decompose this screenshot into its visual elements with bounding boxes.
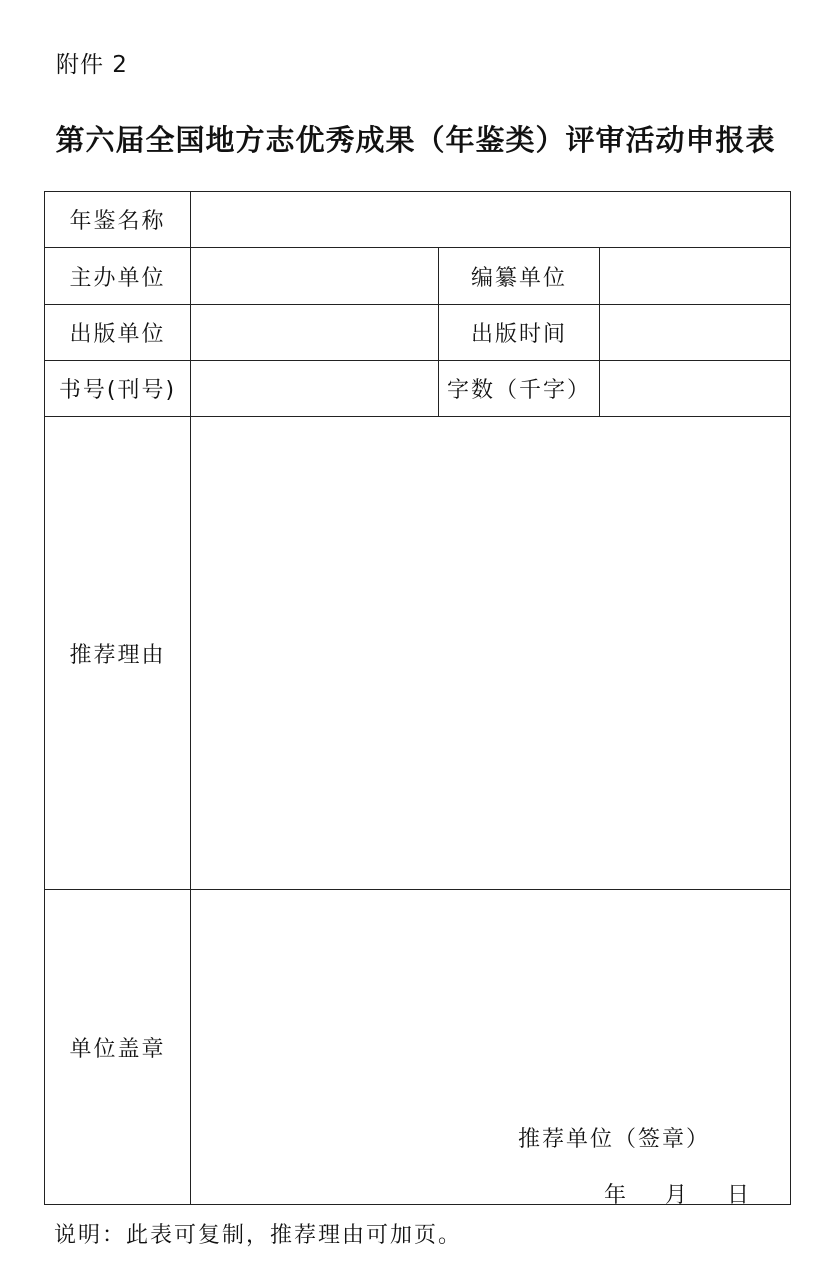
publish-time-label: 出版时间	[439, 305, 600, 361]
sponsor-field[interactable]	[191, 248, 439, 305]
reason-label: 推荐理由	[45, 417, 191, 890]
date-month-label: 月	[665, 1183, 690, 1208]
book-number-field[interactable]	[191, 361, 439, 417]
date-day-label: 日	[727, 1183, 752, 1208]
attachment-number: 附件 2	[56, 52, 128, 78]
seal-label: 单位盖章	[45, 890, 191, 1205]
seal-area[interactable]	[191, 890, 791, 1208]
row-yearbook-name	[45, 192, 791, 248]
application-form-table	[44, 191, 791, 1208]
compiler-label: 编纂单位	[439, 248, 600, 305]
yearbook-name-label: 年鉴名称	[45, 192, 191, 248]
publisher-label: 出版单位	[45, 305, 191, 361]
form-title: 第六届全国地方志优秀成果（年鉴类）评审活动申报表	[55, 123, 776, 157]
word-count-label: 字数（千字）	[439, 361, 600, 417]
footer-note: 说明：此表可复制，推荐理由可加页。	[54, 1223, 463, 1248]
row-publisher-time	[45, 305, 791, 361]
compiler-field[interactable]	[600, 248, 791, 305]
row-recommendation-reason	[45, 417, 791, 890]
date-year-label: 年	[604, 1183, 629, 1208]
row-sponsor-compiler	[45, 248, 791, 305]
reason-field[interactable]	[191, 417, 791, 890]
row-unit-seal	[45, 890, 791, 1205]
publisher-field[interactable]	[191, 305, 439, 361]
signer-label: 推荐单位（签章）	[518, 1127, 711, 1152]
publish-time-field[interactable]	[600, 305, 791, 361]
sponsor-label: 主办单位	[45, 248, 191, 305]
row-book-number-word-count	[45, 361, 791, 417]
word-count-field[interactable]	[600, 361, 791, 417]
book-number-label: 书号(刊号)	[45, 361, 191, 417]
yearbook-name-field[interactable]	[191, 192, 791, 248]
